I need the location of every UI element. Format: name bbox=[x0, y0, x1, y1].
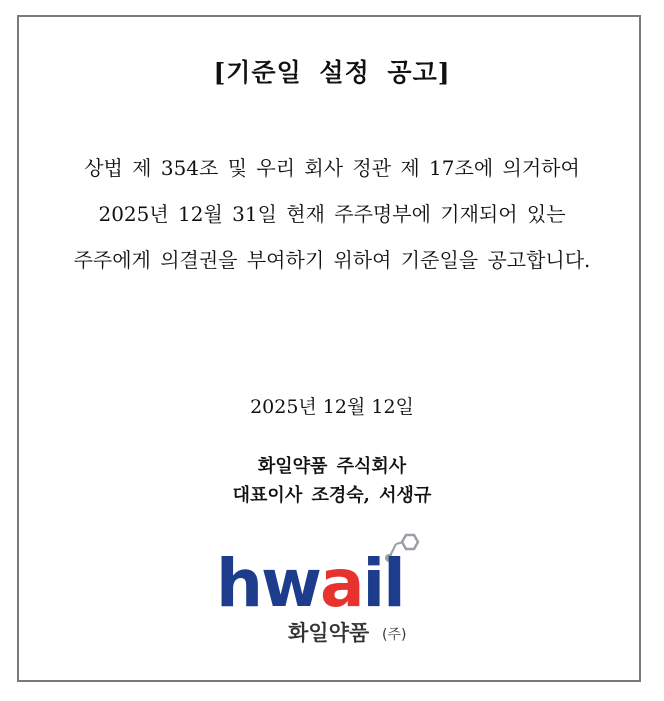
notice-body-line-3: 주주에게 의결권을 부여하기 위하여 기준일을 공고합니다. bbox=[73, 248, 591, 272]
notice-body-line-2: 2025년 12월 31일 현재 주주명부에 기재되어 있는 bbox=[98, 202, 566, 226]
logo-korean-name: 화일약품 bbox=[288, 621, 370, 645]
logo-wordmark: hwail bbox=[216, 545, 404, 622]
notice-date: 2025년 12월 12일 bbox=[250, 396, 414, 418]
company-logo-graphic bbox=[212, 532, 444, 652]
company-logo bbox=[212, 532, 444, 652]
company-name: 화일약품 주식회사 bbox=[257, 456, 407, 477]
notice-title: [기준일 설정 공고] bbox=[213, 58, 451, 87]
logo-suffix: (주) bbox=[382, 627, 407, 643]
notice-body-line-1: 상법 제 354조 및 우리 회사 정관 제 17조에 의거하여 bbox=[84, 156, 580, 180]
representatives: 대표이사 조경숙, 서생규 bbox=[232, 485, 432, 506]
